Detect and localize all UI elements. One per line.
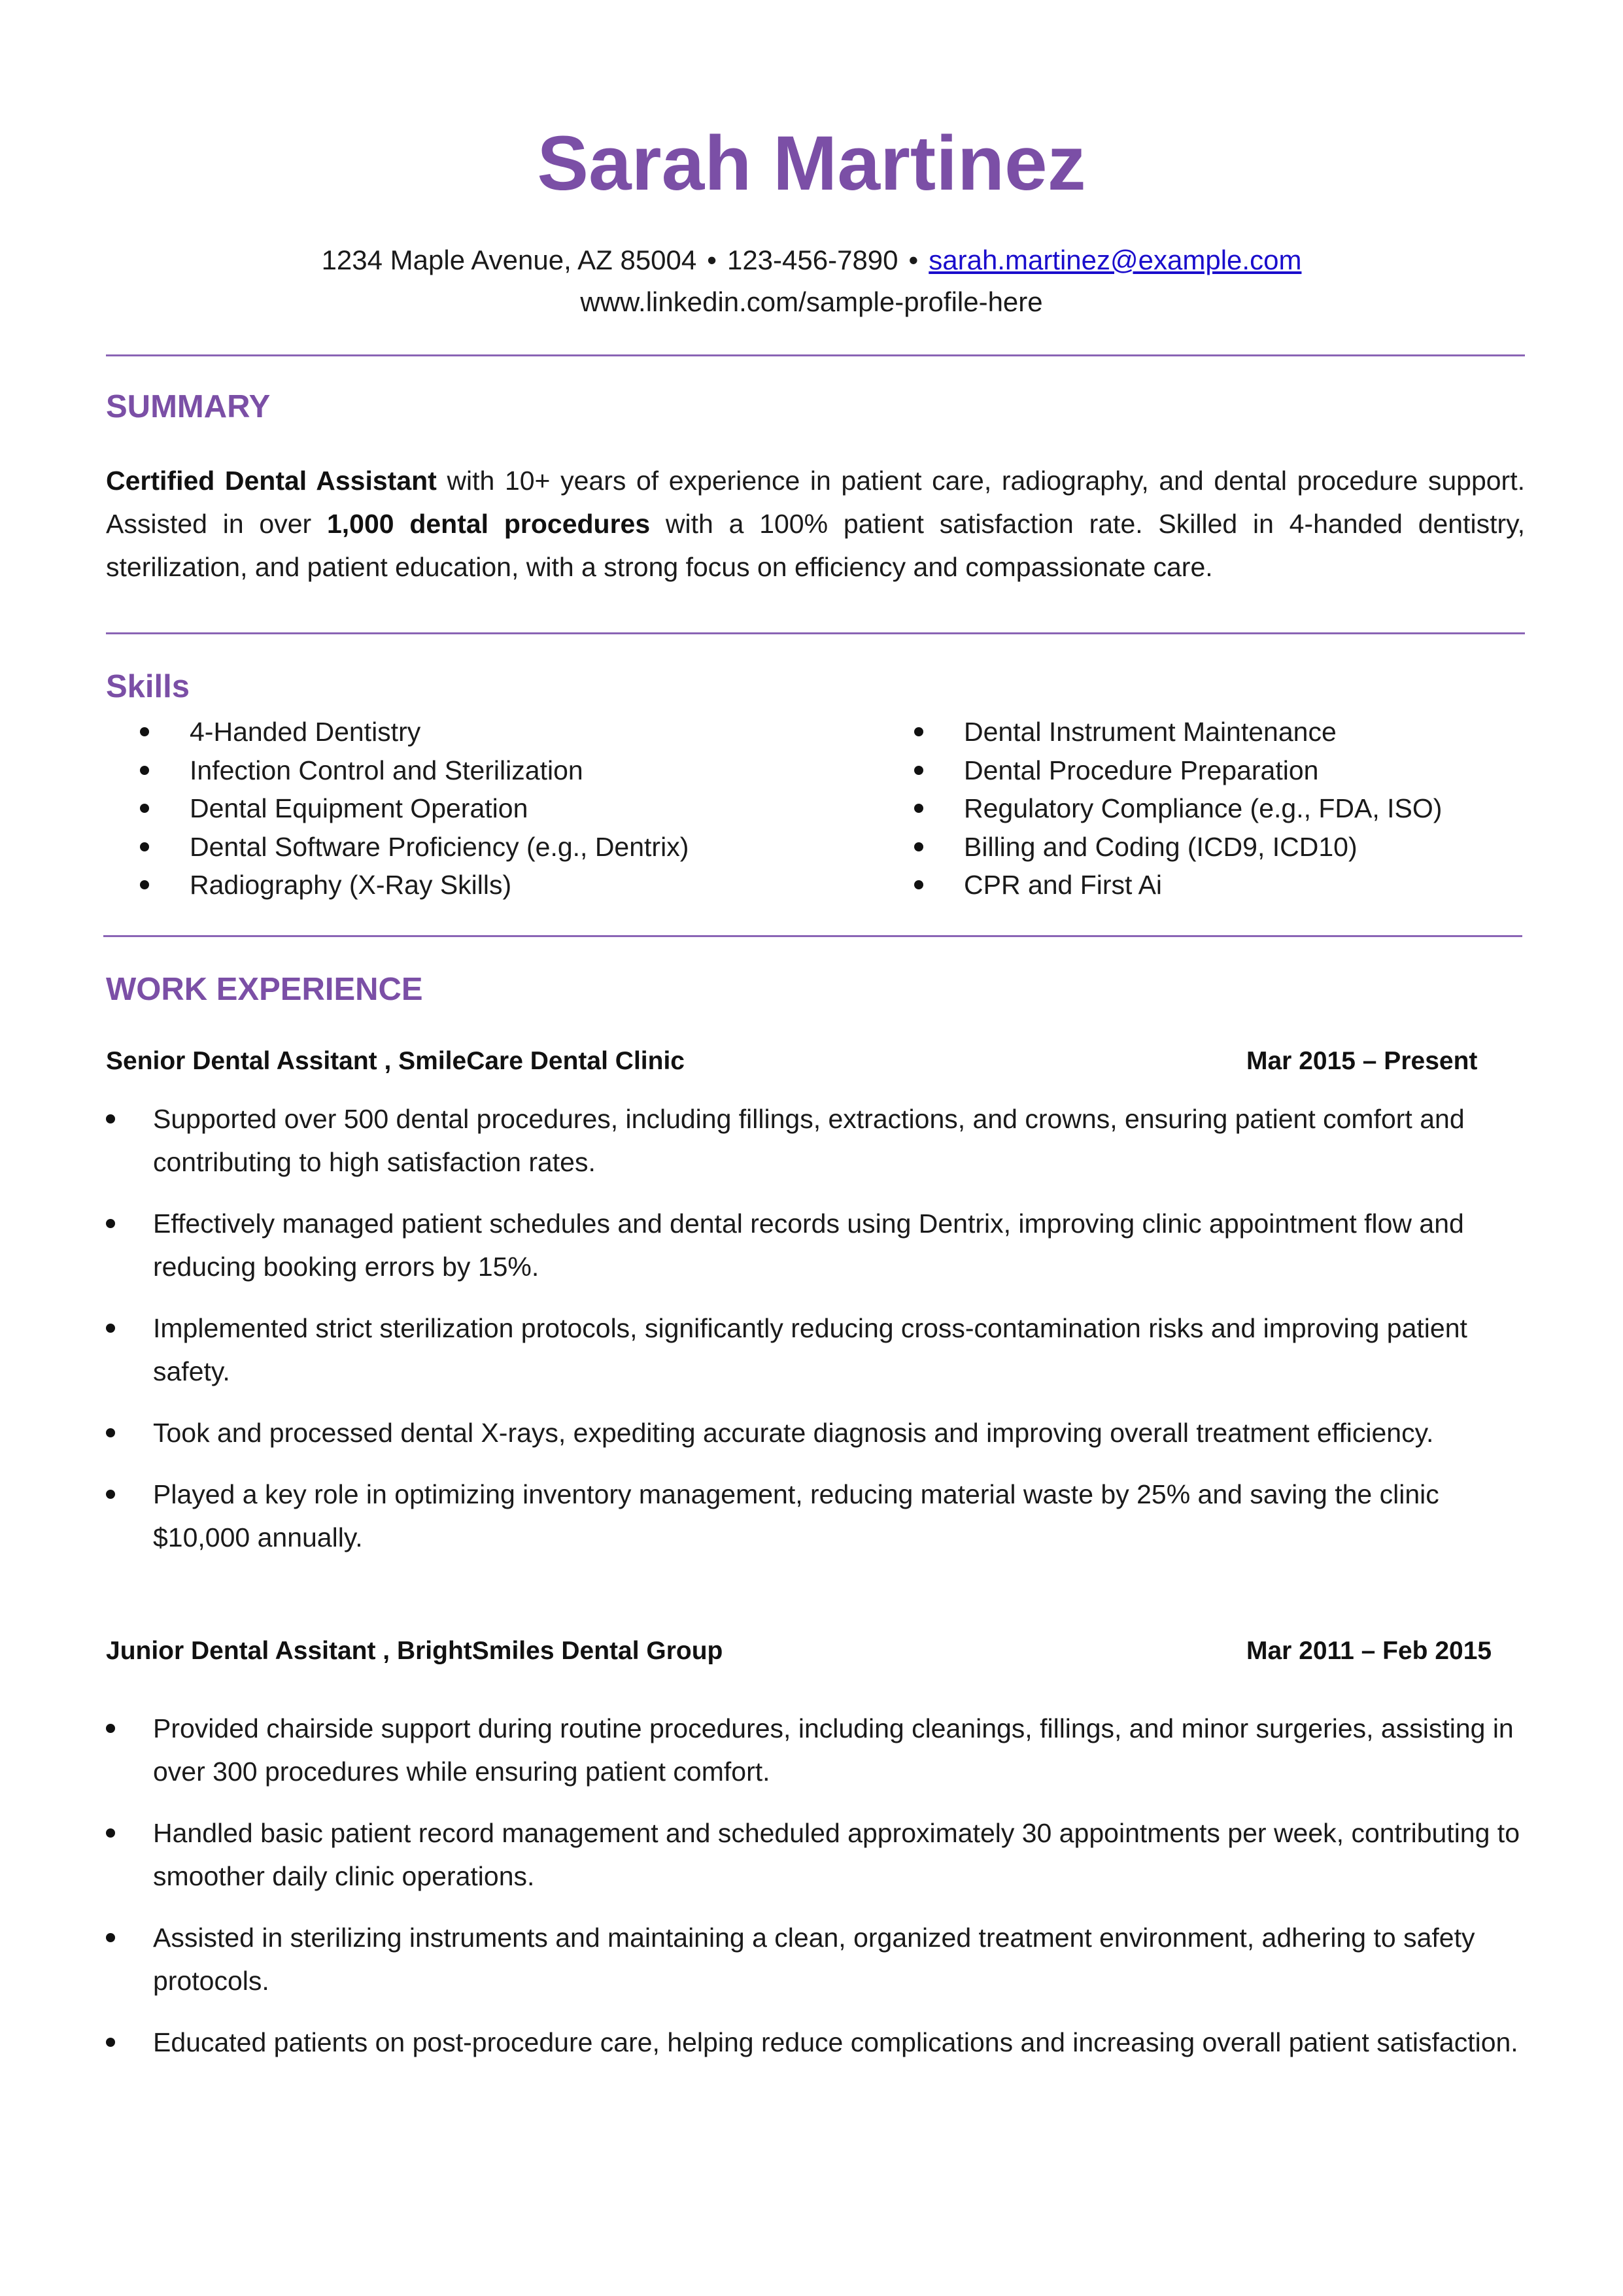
bullet-icon xyxy=(106,1114,115,1123)
summary-bold-stat: 1,000 dental procedures xyxy=(326,509,651,539)
skill-label: Dental Instrument Maintenance xyxy=(964,717,1337,747)
candidate-name: Sarah Martinez xyxy=(537,120,1086,207)
list-item xyxy=(106,1097,1531,1184)
skill-item xyxy=(880,751,1442,790)
contact-info xyxy=(0,239,1623,323)
skill-item xyxy=(106,789,689,828)
summary-text-part: with a 100% patient satisfaction rate. Skilled in 4-handed dentistry, sterilization, and patient education, with a strong focus on efficiency and compassionate care. xyxy=(106,509,1526,582)
skill-item xyxy=(880,828,1442,866)
skill-item xyxy=(106,866,689,904)
job-bullets xyxy=(106,1707,1531,2082)
summary-heading: SUMMARY xyxy=(106,389,271,424)
bullet-icon xyxy=(106,1324,115,1333)
bullet-icon xyxy=(914,880,923,889)
list-item xyxy=(106,1473,1531,1559)
bullet-icon xyxy=(140,842,149,851)
bullet-text: Implemented strict sterilization protocols, significantly reducing cross-contamination risks and improving patient safety. xyxy=(153,1313,1467,1386)
linkedin-url: www.linkedin.com/sample-profile-here xyxy=(580,286,1043,317)
address: 1234 Maple Avenue, AZ 85004 xyxy=(321,245,697,275)
bullet-icon xyxy=(106,1428,115,1437)
bullet-icon xyxy=(106,1828,115,1838)
skill-label: Infection Control and Sterilization xyxy=(190,755,583,785)
skills-list-left xyxy=(106,713,689,904)
divider xyxy=(103,935,1522,937)
job-header xyxy=(106,1635,1505,1668)
skill-item xyxy=(880,713,1442,751)
skill-label: CPR and First Ai xyxy=(964,870,1163,900)
skill-item xyxy=(880,866,1442,904)
bullet-icon xyxy=(140,804,149,813)
list-item xyxy=(106,1916,1531,2002)
email-link[interactable]: sarah.martinez@example.com xyxy=(929,245,1302,275)
skill-label: Dental Procedure Preparation xyxy=(964,755,1319,785)
bullet-icon xyxy=(106,1724,115,1733)
divider xyxy=(106,354,1525,356)
bullet-icon xyxy=(106,1219,115,1228)
bullet-icon xyxy=(914,804,923,813)
summary-text-part: with 10+ years of experience in patient care, radiography, and dental procedure support. Assisted in over xyxy=(106,466,1525,539)
summary-bold-title: Certified Dental Assistant xyxy=(106,466,437,496)
phone: 123-456-7890 xyxy=(726,245,898,275)
bullet-icon xyxy=(106,1490,115,1499)
skill-label: Dental Software Proficiency (e.g., Dentrix) xyxy=(190,831,689,862)
bullet-icon xyxy=(914,727,923,736)
bullet-text: Supported over 500 dental procedures, including fillings, extractions, and crowns, ensuring patient comfort and contributing to high satisfaction rates. xyxy=(153,1104,1465,1177)
skill-item xyxy=(106,828,689,866)
list-item xyxy=(106,1411,1531,1454)
separator: • xyxy=(707,245,717,275)
separator: • xyxy=(908,245,919,275)
bullet-icon xyxy=(914,766,923,775)
job-title: Junior Dental Assitant , BrightSmiles Dental Group xyxy=(106,1637,723,1665)
list-item xyxy=(106,1202,1531,1288)
list-item xyxy=(106,1707,1531,1793)
divider xyxy=(106,632,1525,634)
bullet-icon xyxy=(106,2038,115,2047)
bullet-icon xyxy=(140,727,149,736)
skill-label: Regulatory Compliance (e.g., FDA, ISO) xyxy=(964,793,1443,823)
bullet-text: Handled basic patient record management and scheduled approximately 30 appointments per week, contributing to smoother daily clinic operations. xyxy=(153,1818,1520,1891)
bullet-icon xyxy=(140,880,149,889)
skill-label: Billing and Coding (ICD9, ICD10) xyxy=(964,831,1358,862)
bullet-text: Assisted in sterilizing instruments and maintaining a clean, organized treatment environment, adhering to safety protocols. xyxy=(153,1923,1475,1996)
job-bullets xyxy=(106,1097,1531,1577)
bullet-text: Took and processed dental X-rays, expediting accurate diagnosis and improving overall treatment efficiency. xyxy=(153,1418,1434,1448)
list-item xyxy=(106,1307,1531,1393)
skill-item xyxy=(880,789,1442,828)
bullet-text: Provided chairside support during routine procedures, including cleanings, fillings, and minor surgeries, assisting in over 300 procedures while ensuring patient comfort. xyxy=(153,1713,1514,1787)
contact-line-1 xyxy=(0,239,1623,281)
skill-label: Radiography (X-Ray Skills) xyxy=(190,870,512,900)
list-item xyxy=(106,1811,1531,1898)
skills-list-right xyxy=(880,713,1442,904)
skills-heading: Skills xyxy=(106,669,190,704)
skill-item xyxy=(106,751,689,790)
bullet-text: Effectively managed patient schedules and dental records using Dentrix, improving clinic appointment flow and reducing booking errors by 15%. xyxy=(153,1208,1464,1282)
experience-heading: WORK EXPERIENCE xyxy=(106,972,423,1007)
skill-label: 4-Handed Dentistry xyxy=(190,717,421,747)
bullet-text: Educated patients on post-procedure care, helping reduce complications and increasing overall patient satisfaction. xyxy=(153,2027,1518,2057)
bullet-icon xyxy=(914,842,923,851)
bullet-text: Played a key role in optimizing inventory management, reducing material waste by 25% and saving the clinic $10,000 annually. xyxy=(153,1479,1439,1552)
job-dates: Mar 2015 – Present xyxy=(1246,1047,1478,1075)
skill-item xyxy=(106,713,689,751)
job-title: Senior Dental Assitant , SmileCare Dental Clinic xyxy=(106,1047,685,1075)
summary-text xyxy=(106,459,1525,589)
bullet-icon xyxy=(140,766,149,775)
job-header xyxy=(106,1045,1505,1078)
skill-label: Dental Equipment Operation xyxy=(190,793,528,823)
list-item xyxy=(106,2021,1531,2064)
job-dates: Mar 2011 – Feb 2015 xyxy=(1246,1637,1492,1665)
bullet-icon xyxy=(106,1933,115,1942)
